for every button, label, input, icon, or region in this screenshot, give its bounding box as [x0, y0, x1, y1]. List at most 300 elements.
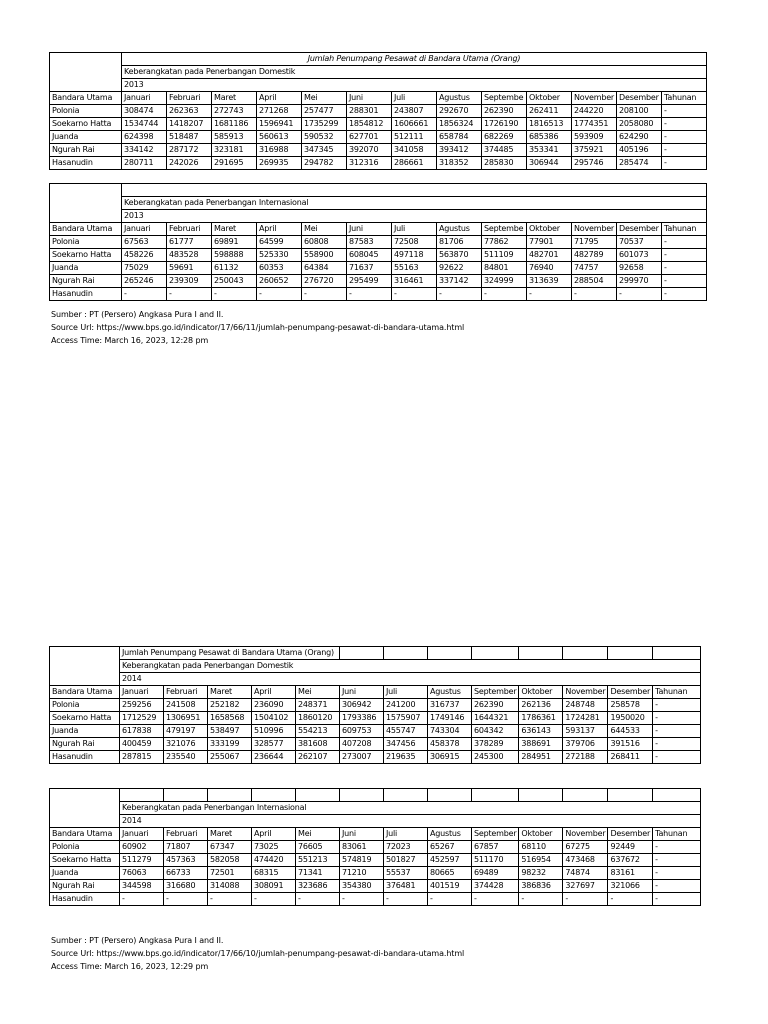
value-cell: 262363 — [167, 105, 212, 118]
value-cell: 285830 — [482, 157, 527, 170]
value-cell: 70537 — [617, 236, 662, 249]
month-header: Agustus — [428, 686, 472, 699]
month-header: Oktober — [527, 223, 572, 236]
value-cell: - — [519, 893, 563, 906]
value-cell: - — [437, 288, 482, 301]
month-header: Mei — [296, 828, 340, 841]
table-row — [50, 131, 707, 144]
airport-name: Hasanudin — [50, 157, 122, 170]
table-subtitle: Keberangkatan pada Penerbangan Internasional — [122, 197, 707, 210]
value-cell: 288504 — [572, 275, 617, 288]
month-header: Agustus — [437, 223, 482, 236]
value-cell: 563870 — [437, 249, 482, 262]
value-cell: 458226 — [122, 249, 167, 262]
value-cell: 512111 — [392, 131, 437, 144]
month-header: Februari — [167, 223, 212, 236]
value-cell: - — [340, 893, 384, 906]
value-cell: 68315 — [252, 867, 296, 880]
value-cell: 71637 — [347, 262, 392, 275]
month-header: Agustus — [428, 828, 472, 841]
value-cell: 376481 — [384, 880, 428, 893]
table-row — [50, 105, 707, 118]
month-header: April — [257, 223, 302, 236]
month-header: November — [572, 92, 617, 105]
value-cell: - — [472, 893, 519, 906]
value-cell: 407208 — [340, 738, 384, 751]
value-cell: 378289 — [472, 738, 519, 751]
value-cell: - — [653, 751, 701, 764]
value-cell: 624398 — [122, 131, 167, 144]
month-header: Juli — [384, 686, 428, 699]
airport-name: Ngurah Rai — [50, 738, 120, 751]
value-cell: 658784 — [437, 131, 482, 144]
value-cell: 334142 — [122, 144, 167, 157]
value-cell: 239309 — [167, 275, 212, 288]
value-cell: 74874 — [563, 867, 608, 880]
value-cell: - — [653, 725, 701, 738]
month-header: Februari — [164, 828, 208, 841]
value-cell: - — [347, 288, 392, 301]
value-cell: 268411 — [608, 751, 653, 764]
value-cell: 344598 — [120, 880, 164, 893]
value-cell: 501827 — [384, 854, 428, 867]
value-cell: - — [653, 712, 701, 725]
value-cell: 276720 — [302, 275, 347, 288]
value-cell: 262411 — [527, 105, 572, 118]
table-row — [50, 236, 707, 249]
subtitle-row — [50, 660, 701, 673]
value-cell: 400459 — [120, 738, 164, 751]
month-header: Juli — [392, 92, 437, 105]
value-cell: - — [662, 118, 707, 131]
table-row — [50, 157, 707, 170]
value-cell: 624290 — [617, 131, 662, 144]
value-cell: 518487 — [167, 131, 212, 144]
value-cell: 72023 — [384, 841, 428, 854]
month-header: Februari — [167, 92, 212, 105]
value-cell: 308091 — [252, 880, 296, 893]
airport-name: Hasanudin — [50, 893, 120, 906]
month-header: Desember — [608, 686, 653, 699]
table-row — [50, 144, 707, 157]
value-cell: 593909 — [572, 131, 617, 144]
value-cell: 83061 — [340, 841, 384, 854]
value-cell: 609753 — [340, 725, 384, 738]
value-cell: 74757 — [572, 262, 617, 275]
value-cell: 1724281 — [563, 712, 608, 725]
value-cell: 560613 — [257, 131, 302, 144]
value-cell: 482789 — [572, 249, 617, 262]
value-cell: 1950020 — [608, 712, 653, 725]
month-header: Juli — [392, 223, 437, 236]
value-cell: 585913 — [212, 131, 257, 144]
value-cell: 354380 — [340, 880, 384, 893]
value-cell: 75029 — [122, 262, 167, 275]
subtitle-row — [50, 197, 707, 210]
row-header-label: Bandara Utama — [50, 223, 122, 236]
value-cell: 313639 — [527, 275, 572, 288]
value-cell: 685386 — [527, 131, 572, 144]
value-cell: 287172 — [167, 144, 212, 157]
value-cell: 67563 — [122, 236, 167, 249]
value-cell: 98232 — [519, 867, 563, 880]
value-cell: 316461 — [392, 275, 437, 288]
value-cell: 236644 — [252, 751, 296, 764]
value-cell: 262107 — [296, 751, 340, 764]
airport-name: Polonia — [50, 841, 120, 854]
value-cell: 318352 — [437, 157, 482, 170]
corner-cell — [50, 647, 120, 686]
value-cell: - — [662, 288, 707, 301]
table-row — [50, 712, 701, 725]
value-cell: 511109 — [482, 249, 527, 262]
value-cell: 92449 — [608, 841, 653, 854]
value-cell: - — [392, 288, 437, 301]
value-cell: 379706 — [563, 738, 608, 751]
value-cell: 252182 — [208, 699, 252, 712]
value-cell: 1575907 — [384, 712, 428, 725]
value-cell: 337142 — [437, 275, 482, 288]
value-cell: 323181 — [212, 144, 257, 157]
value-cell: 291695 — [212, 157, 257, 170]
value-cell: 375921 — [572, 144, 617, 157]
table-row — [50, 699, 701, 712]
airport-name: Juanda — [50, 131, 122, 144]
month-header: Tahunan — [662, 92, 707, 105]
month-header: Maret — [208, 828, 252, 841]
airport-name: Ngurah Rai — [50, 880, 120, 893]
value-cell: 1854812 — [347, 118, 392, 131]
value-cell: 627701 — [347, 131, 392, 144]
value-cell: 312316 — [347, 157, 392, 170]
value-cell: 341058 — [392, 144, 437, 157]
value-cell: - — [662, 275, 707, 288]
value-cell: - — [482, 288, 527, 301]
value-cell: 72501 — [208, 867, 252, 880]
month-header: Desember — [617, 92, 662, 105]
month-header: Januari — [120, 686, 164, 699]
value-cell: 1712529 — [120, 712, 164, 725]
table-row — [50, 893, 701, 906]
airport-name: Ngurah Rai — [50, 275, 122, 288]
value-cell: 308474 — [122, 105, 167, 118]
value-cell: 244220 — [572, 105, 617, 118]
value-cell: 242026 — [167, 157, 212, 170]
value-cell: 71341 — [296, 867, 340, 880]
value-cell: - — [653, 738, 701, 751]
value-cell: 284951 — [519, 751, 563, 764]
value-cell: - — [164, 893, 208, 906]
value-cell: - — [120, 893, 164, 906]
value-cell: 64599 — [257, 236, 302, 249]
value-cell: 347456 — [384, 738, 428, 751]
value-cell: 1749146 — [428, 712, 472, 725]
value-cell: 299970 — [617, 275, 662, 288]
row-header-label: Bandara Utama — [50, 686, 120, 699]
value-cell: 551213 — [296, 854, 340, 867]
value-cell: - — [662, 105, 707, 118]
value-cell: 1596941 — [257, 118, 302, 131]
value-cell: 637672 — [608, 854, 653, 867]
month-header: Juli — [384, 828, 428, 841]
value-cell: 294782 — [302, 157, 347, 170]
corner-cell — [50, 184, 122, 223]
value-cell: 455747 — [384, 725, 428, 738]
value-cell: 636143 — [519, 725, 563, 738]
source-note-2013 — [51, 308, 464, 347]
value-cell: 473468 — [563, 854, 608, 867]
year-row — [50, 210, 707, 223]
header-row — [50, 686, 701, 699]
value-cell: 61777 — [167, 236, 212, 249]
value-cell: 1774351 — [572, 118, 617, 131]
subtitle-row — [50, 802, 701, 815]
value-cell: 76940 — [527, 262, 572, 275]
value-cell: - — [572, 288, 617, 301]
value-cell: 73025 — [252, 841, 296, 854]
table-2013-internasional — [49, 183, 707, 301]
value-cell: 381608 — [296, 738, 340, 751]
airport-name: Polonia — [50, 236, 122, 249]
value-cell: 516954 — [519, 854, 563, 867]
value-cell: 1606661 — [392, 118, 437, 131]
airport-name: Polonia — [50, 105, 122, 118]
value-cell: 479197 — [164, 725, 208, 738]
value-cell: 316988 — [257, 144, 302, 157]
airport-name: Juanda — [50, 262, 122, 275]
value-cell: 255067 — [208, 751, 252, 764]
value-cell: 258578 — [608, 699, 653, 712]
month-header: November — [572, 223, 617, 236]
value-cell: 67347 — [208, 841, 252, 854]
month-header: Maret — [212, 92, 257, 105]
value-cell: 269935 — [257, 157, 302, 170]
header-row — [50, 223, 707, 236]
value-cell: 60353 — [257, 262, 302, 275]
value-cell: - — [653, 867, 701, 880]
month-header: Januari — [122, 223, 167, 236]
value-cell: 257477 — [302, 105, 347, 118]
source-url[interactable]: Source Url: https://www.bps.go.id/indicator/17/66/10/jumlah-penumpang-pesawat-di-bandara-utama.html — [51, 949, 465, 958]
value-cell: 604342 — [472, 725, 519, 738]
value-cell: 321066 — [608, 880, 653, 893]
table-title: Jumlah Penumpang Pesawat di Bandara Utama (Orang) — [120, 647, 340, 660]
value-cell: 273007 — [340, 751, 384, 764]
value-cell: 482701 — [527, 249, 572, 262]
month-header: Maret — [208, 686, 252, 699]
value-cell: 59691 — [167, 262, 212, 275]
subtitle-row — [50, 66, 707, 79]
value-cell: 71807 — [164, 841, 208, 854]
value-cell: 474420 — [252, 854, 296, 867]
month-header: Agustus — [437, 92, 482, 105]
value-cell: - — [653, 854, 701, 867]
value-cell: 1793386 — [340, 712, 384, 725]
table-row — [50, 738, 701, 751]
value-cell: 80665 — [428, 867, 472, 880]
value-cell: 55537 — [384, 867, 428, 880]
value-cell: 1681186 — [212, 118, 257, 131]
title-row — [50, 789, 701, 802]
airport-name: Soekarno Hatta — [50, 712, 120, 725]
value-cell: - — [662, 157, 707, 170]
airport-name: Soekarno Hatta — [50, 249, 122, 262]
value-cell: - — [302, 288, 347, 301]
header-row — [50, 92, 707, 105]
value-cell: 452597 — [428, 854, 472, 867]
value-cell: 321076 — [164, 738, 208, 751]
month-header: Februari — [164, 686, 208, 699]
value-cell: 353341 — [527, 144, 572, 157]
value-cell: 644533 — [608, 725, 653, 738]
title-row — [50, 184, 707, 197]
value-cell: - — [208, 893, 252, 906]
table-year: 2014 — [120, 673, 701, 686]
row-header-label: Bandara Utama — [50, 92, 122, 105]
value-cell: 1534744 — [122, 118, 167, 131]
header-row — [50, 828, 701, 841]
source-url[interactable]: Source Url: https://www.bps.go.id/indicator/17/66/11/jumlah-penumpang-pesawat-di-bandara-utama.html — [51, 323, 465, 332]
value-cell: 262390 — [482, 105, 527, 118]
value-cell: 219635 — [384, 751, 428, 764]
value-cell: 538497 — [208, 725, 252, 738]
airport-name: Soekarno Hatta — [50, 854, 120, 867]
value-cell: 593137 — [563, 725, 608, 738]
value-cell: - — [167, 288, 212, 301]
value-cell: 241508 — [164, 699, 208, 712]
month-header: April — [257, 92, 302, 105]
value-cell: 393412 — [437, 144, 482, 157]
value-cell: 483528 — [167, 249, 212, 262]
value-cell: - — [662, 262, 707, 275]
month-header: Oktober — [527, 92, 572, 105]
table-row — [50, 118, 707, 131]
access-time: Access Time: March 16, 2023, 12:28 pm — [51, 336, 209, 345]
value-cell: 511170 — [472, 854, 519, 867]
value-cell: 69891 — [212, 236, 257, 249]
value-cell: 71210 — [340, 867, 384, 880]
table-row — [50, 249, 707, 262]
value-cell: 235540 — [164, 751, 208, 764]
table-year: 2014 — [120, 815, 701, 828]
value-cell: 292670 — [437, 105, 482, 118]
value-cell: - — [563, 893, 608, 906]
value-cell: 66733 — [164, 867, 208, 880]
value-cell: 374428 — [472, 880, 519, 893]
table-year: 2013 — [122, 210, 707, 223]
table-row — [50, 854, 701, 867]
value-cell: 314088 — [208, 880, 252, 893]
table-row — [50, 867, 701, 880]
month-header: Juni — [340, 686, 384, 699]
value-cell: 280711 — [122, 157, 167, 170]
table-subtitle: Keberangkatan pada Penerbangan Domestik — [120, 660, 701, 673]
value-cell: 386836 — [519, 880, 563, 893]
month-header: September — [472, 828, 519, 841]
value-cell: 55163 — [392, 262, 437, 275]
value-cell: 64384 — [302, 262, 347, 275]
value-cell: 1735299 — [302, 118, 347, 131]
month-header: Mei — [296, 686, 340, 699]
month-header: Septembe — [482, 92, 527, 105]
value-cell: - — [653, 893, 701, 906]
value-cell: - — [617, 288, 662, 301]
table-2014-domestik — [49, 646, 701, 764]
value-cell: 401519 — [428, 880, 472, 893]
value-cell: 1816513 — [527, 118, 572, 131]
value-cell: 208100 — [617, 105, 662, 118]
value-cell: 272743 — [212, 105, 257, 118]
value-cell: 76063 — [120, 867, 164, 880]
month-header: Maret — [212, 223, 257, 236]
value-cell: 1856324 — [437, 118, 482, 131]
value-cell: 1644321 — [472, 712, 519, 725]
table-title: Jumlah Penumpang Pesawat di Bandara Utama (Orang) — [122, 53, 707, 66]
value-cell: 388691 — [519, 738, 563, 751]
value-cell: 272188 — [563, 751, 608, 764]
value-cell: 265246 — [122, 275, 167, 288]
month-header: November — [563, 828, 608, 841]
table-subtitle: Keberangkatan pada Penerbangan Domestik — [122, 66, 707, 79]
value-cell: 306942 — [340, 699, 384, 712]
corner-cell — [50, 789, 120, 828]
value-cell: 259256 — [120, 699, 164, 712]
month-header: November — [563, 686, 608, 699]
value-cell: 77901 — [527, 236, 572, 249]
value-cell: 510996 — [252, 725, 296, 738]
table-row — [50, 751, 701, 764]
value-cell: 497118 — [392, 249, 437, 262]
value-cell: 67275 — [563, 841, 608, 854]
airport-name: Polonia — [50, 699, 120, 712]
value-cell: 84801 — [482, 262, 527, 275]
value-cell: - — [662, 236, 707, 249]
value-cell: 1504102 — [252, 712, 296, 725]
table-row — [50, 262, 707, 275]
value-cell: 260652 — [257, 275, 302, 288]
value-cell: 243807 — [392, 105, 437, 118]
value-cell: - — [122, 288, 167, 301]
month-header: Tahunan — [653, 686, 701, 699]
value-cell: 2058080 — [617, 118, 662, 131]
value-cell: 306915 — [428, 751, 472, 764]
value-cell: 316680 — [164, 880, 208, 893]
value-cell: 1418207 — [167, 118, 212, 131]
value-cell: 288301 — [347, 105, 392, 118]
value-cell: 241200 — [384, 699, 428, 712]
month-header: Tahunan — [653, 828, 701, 841]
value-cell: 72508 — [392, 236, 437, 249]
value-cell: 525330 — [257, 249, 302, 262]
value-cell: - — [257, 288, 302, 301]
month-header: Tahunan — [662, 223, 707, 236]
year-row — [50, 79, 707, 92]
value-cell: 92622 — [437, 262, 482, 275]
value-cell: 61132 — [212, 262, 257, 275]
value-cell: 76605 — [296, 841, 340, 854]
value-cell: 392070 — [347, 144, 392, 157]
month-header: April — [252, 828, 296, 841]
value-cell: 60902 — [120, 841, 164, 854]
value-cell: 1860120 — [296, 712, 340, 725]
value-cell: - — [653, 841, 701, 854]
value-cell: 558900 — [302, 249, 347, 262]
table-title — [122, 184, 707, 197]
value-cell: - — [608, 893, 653, 906]
value-cell: 457363 — [164, 854, 208, 867]
airport-name: Soekarno Hatta — [50, 118, 122, 131]
table-row — [50, 725, 701, 738]
